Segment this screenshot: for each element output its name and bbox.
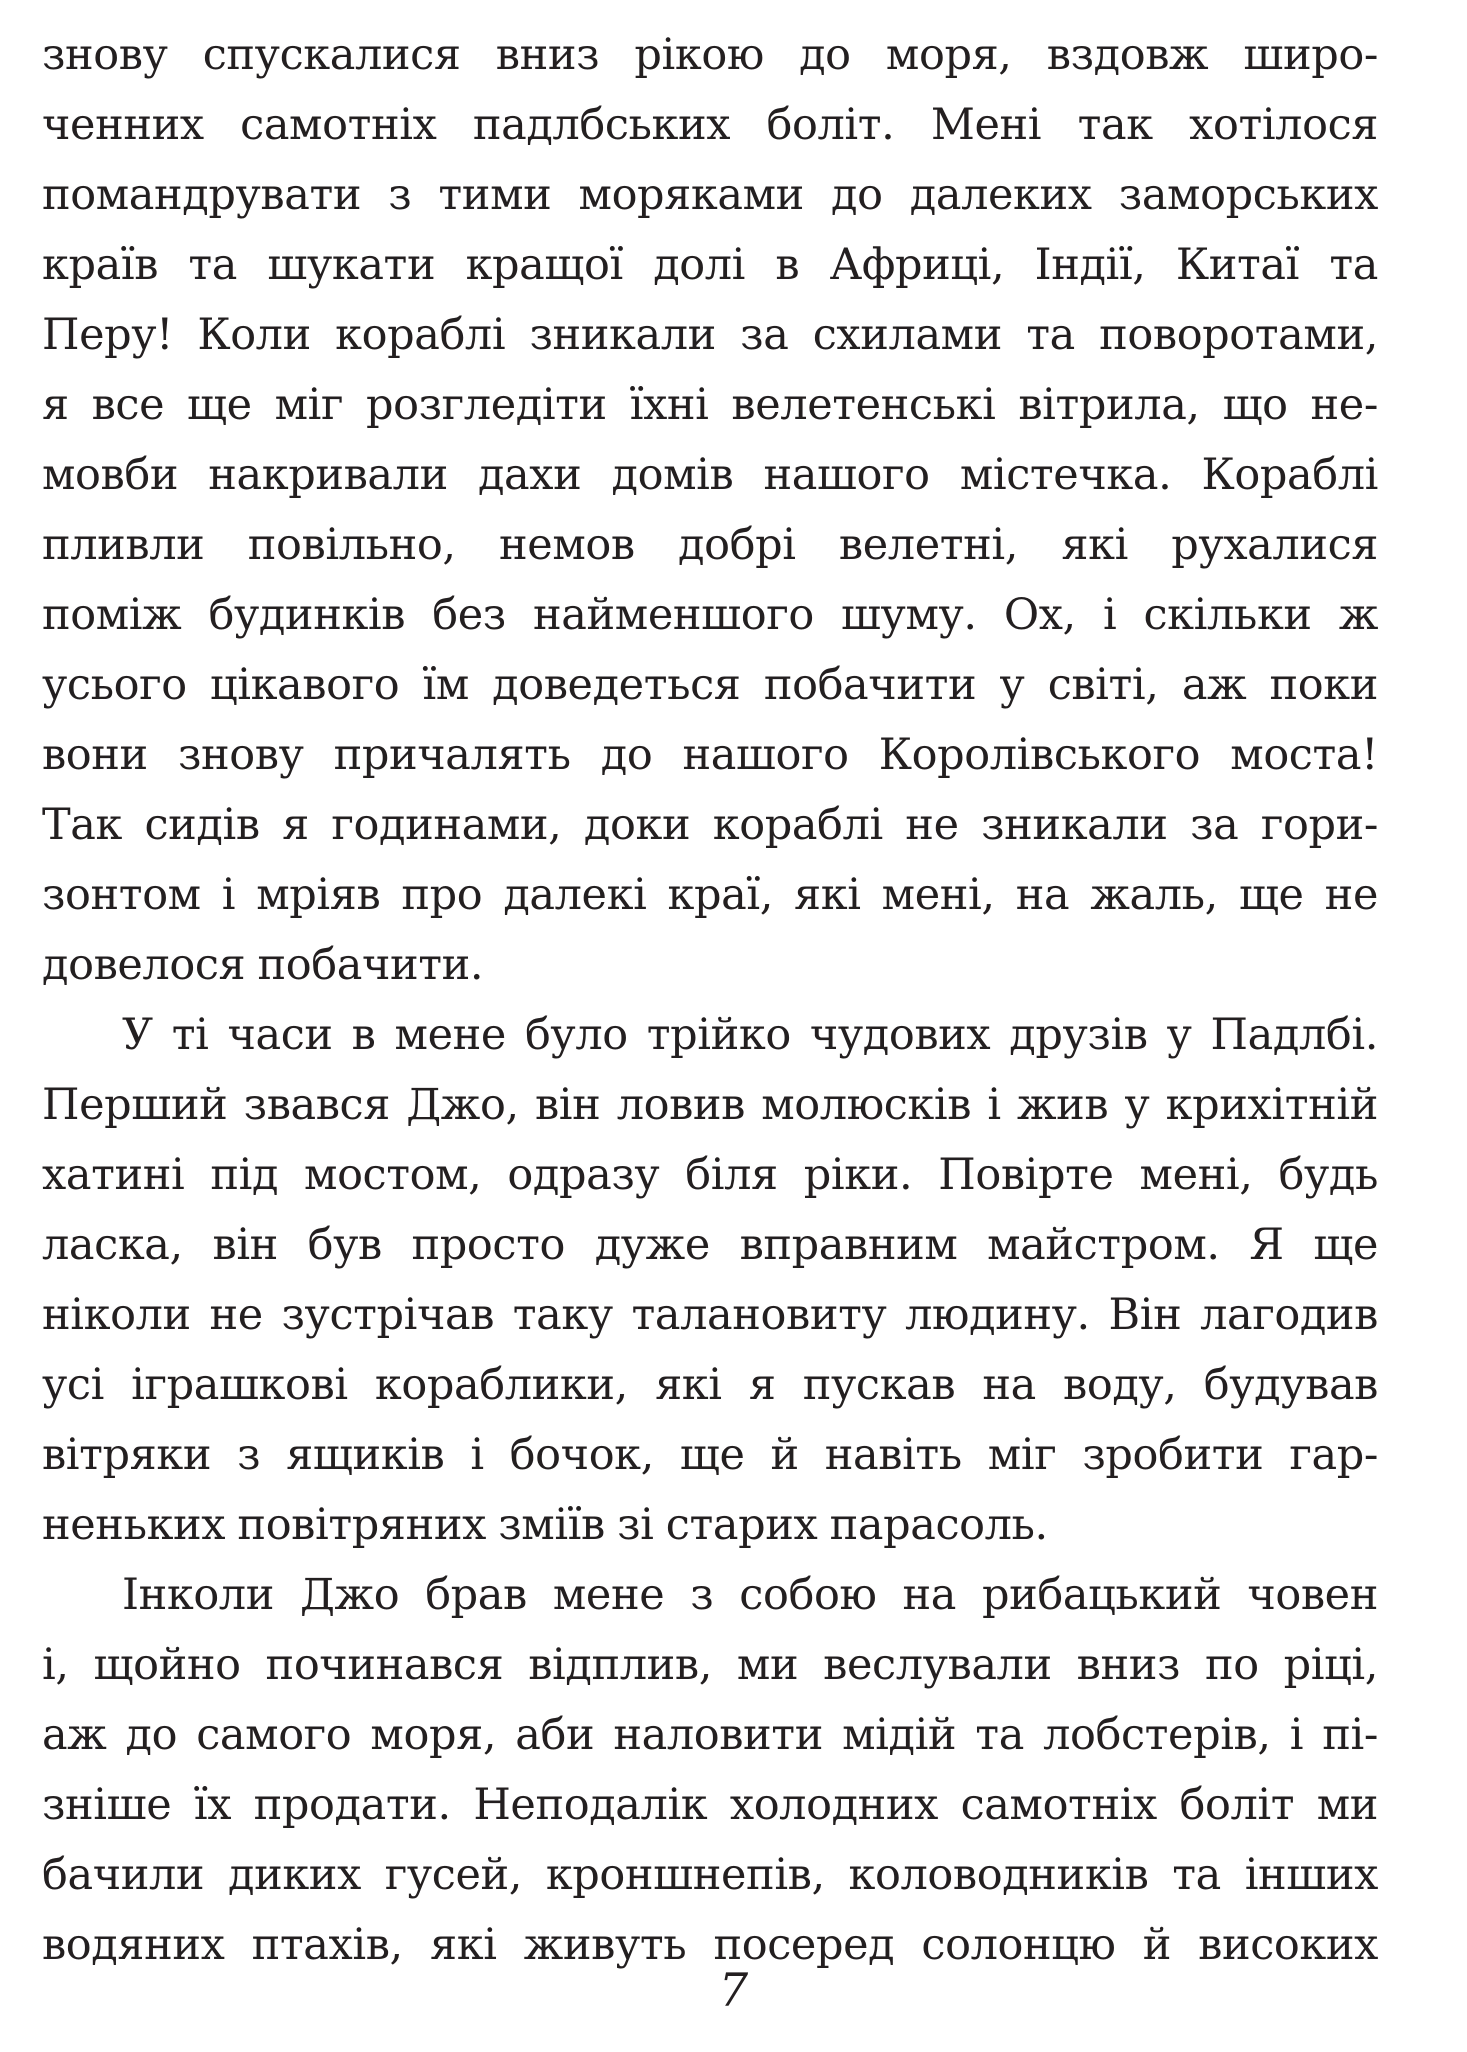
text-line: Інколи Джо брав мене з собою на рибацький човен	[122, 1570, 1378, 1620]
text-line: зніше їх продати. Неподалік холодних самотніх боліт ми	[42, 1780, 1378, 1830]
text-line: водяних птахів, які живуть посеред солонцю й високих	[42, 1920, 1378, 1970]
page-number: 7	[718, 1963, 749, 2017]
text-line: усі іграшкові кораблики, які я пускав на воду, будував	[42, 1360, 1378, 1410]
text-line: поміж будинків без найменшого шуму. Ох, і скільки ж	[42, 590, 1378, 640]
text-line: хатині під мостом, одразу біля ріки. Повірте мені, будь	[42, 1150, 1378, 1200]
text-line: помандрувати з тими моряками до далеких заморських	[42, 170, 1378, 220]
text-line: вони знову причалять до нашого Королівського моста!	[42, 730, 1378, 780]
text-line: пливли повільно, немов добрі велетні, які рухалися	[42, 520, 1378, 570]
text-line: неньких повітряних зміїв зі старих парасоль.	[42, 1500, 1048, 1550]
text-line: я все ще міг розгледіти їхні велетенські вітрила, що не-	[42, 380, 1378, 430]
text-line: аж до самого моря, аби наловити мідій та лобстерів, і пі-	[42, 1710, 1378, 1760]
text-line: ченних самотніх падлбських боліт. Мені так хотілося	[42, 100, 1378, 150]
text-line: зонтом і мріяв про далекі краї, які мені, на жаль, ще не	[42, 870, 1378, 920]
text-line: вітряки з ящиків і бочок, ще й навіть міг зробити гар-	[42, 1430, 1378, 1480]
text-line: бачили диких гусей, кроншнепів, коловодників та інших	[42, 1850, 1378, 1900]
text-line: Перший звався Джо, він ловив молюсків і жив у крихітній	[42, 1080, 1378, 1130]
text-line: довелося побачити.	[42, 940, 484, 990]
text-line: Так сидів я годинами, доки кораблі не зникали за гори-	[42, 800, 1378, 850]
text-line: ніколи не зустрічав таку талановиту людину. Він лагодив	[42, 1290, 1378, 1340]
text-line: У ті часи в мене було трійко чудових друзів у Падлбі.	[122, 1010, 1378, 1060]
text-line: усього цікавого їм доведеться побачити у світі, аж поки	[42, 660, 1378, 710]
text-line: країв та шукати кращої долі в Африці, Індії, Китаї та	[42, 240, 1378, 290]
text-line: знову спускалися вниз рікою до моря, вздовж широ-	[42, 30, 1378, 80]
page-text	[42, 20, 1378, 1980]
text-line: ласка, він був просто дуже вправним майстром. Я ще	[42, 1220, 1378, 1270]
text-line: Перу! Коли кораблі зникали за схилами та поворотами,	[42, 310, 1378, 360]
text-line: мовби накривали дахи домів нашого містечка. Кораблі	[42, 450, 1378, 500]
text-line: і, щойно починався відплив, ми веслували вниз по ріці,	[42, 1640, 1378, 1690]
